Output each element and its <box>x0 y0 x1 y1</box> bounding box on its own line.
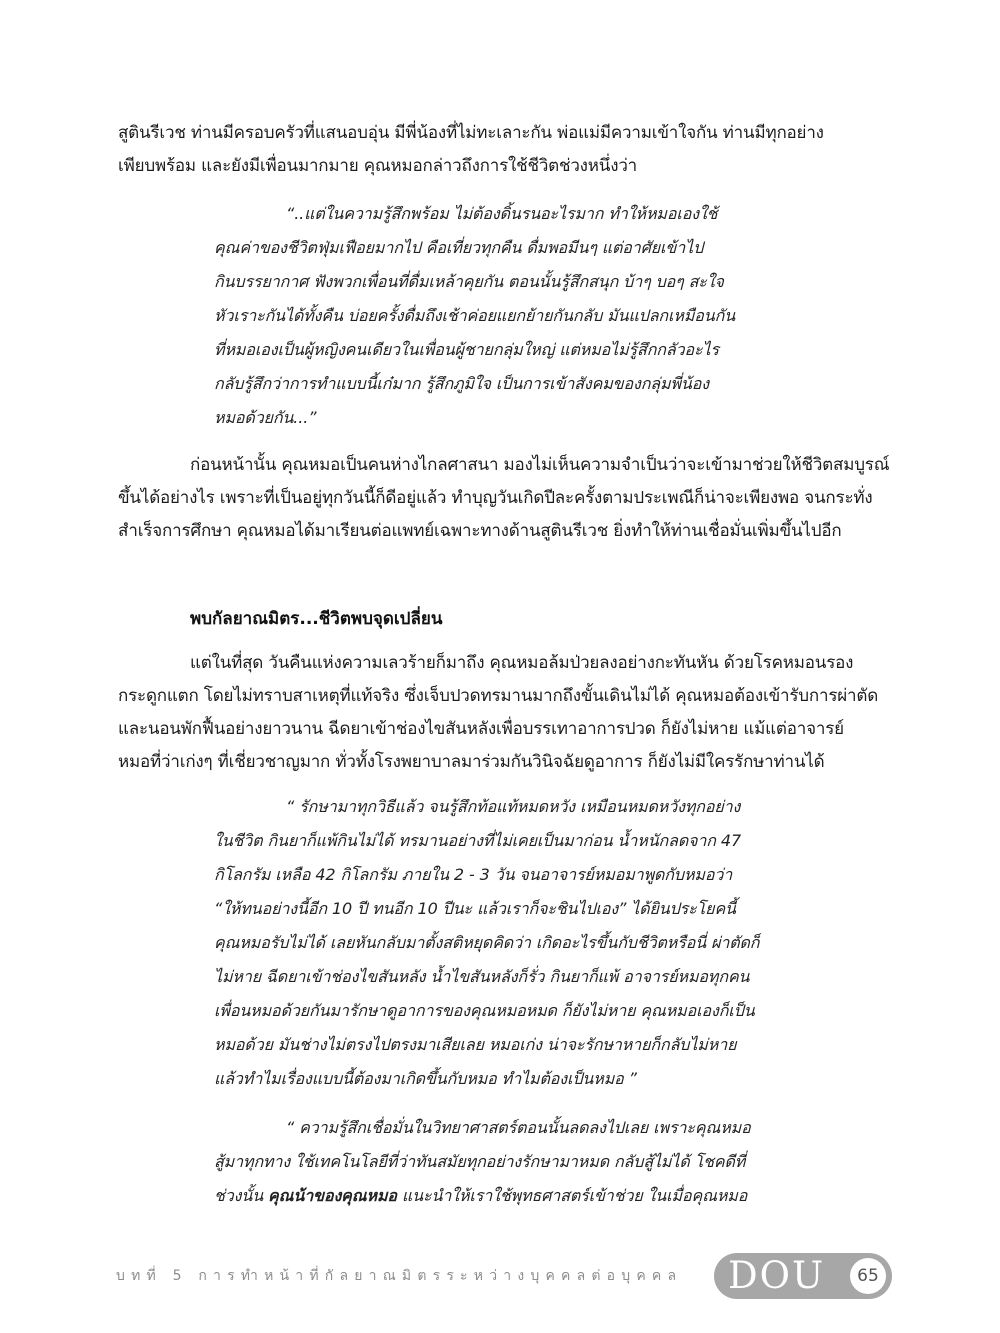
quote-line: คุณค่าของชีวิตฟุ่มเฟือยมากไป คือเที่ยวทุกคืน ดื่มพอมีนๆ แต่อาศัยเข้าไป <box>214 238 704 257</box>
chapter-title: บทที่ 5 การทำหน้าที่กัลยาณมิตรระหว่างบุคคลต่อบุคคล <box>116 1268 683 1284</box>
page-number: 65 <box>850 1258 886 1294</box>
paragraph-line: เพียบพร้อม และยังมีเพื่อนมากมาย คุณหมอกล่าวถึงการใช้ชีวิตช่วงหนึ่งว่า <box>118 156 638 176</box>
page-badge <box>714 1253 892 1299</box>
paragraph-line: กระดูกแตก โดยไม่ทราบสาเหตุที่แท้จริง ซึ่งเจ็บปวดทรมานมากถึงขั้นเดินไม่ได้ คุณหมอต้องเข้ารับการผ่าตัด <box>118 686 879 706</box>
intro-paragraph <box>118 117 896 183</box>
quote-line: กิโลกรัม เหลือ 42 กิโลกรัม ภายใน 2 - 3 วัน จนอาจารย์หมอมาพูดกับหมอว่า <box>214 865 733 884</box>
page-footer <box>116 1253 896 1299</box>
dou-logo: DOU <box>728 1254 826 1297</box>
emphasized-name: คุณน้าของคุณหมอ <box>268 1186 397 1205</box>
body-paragraph-3 <box>118 647 896 779</box>
paragraph-line: ก่อนหน้านั้น คุณหมอเป็นคนห่างไกลศาสนา มองไม่เห็นความจำเป็นว่าจะเข้ามาช่วยให้ชีวิตสมบูรณ์ <box>190 455 890 475</box>
paragraph-line: แต่ในที่สุด วันคืนแห่งความเลวร้ายก็มาถึง คุณหมอล้มป่วยลงอย่างกะทันหัน ด้วยโรคหมอนรอง <box>190 653 854 673</box>
quote-text: ช่วงนั้น <box>214 1186 269 1205</box>
quote-block-2 <box>214 790 804 1096</box>
quote-line: “ ความรู้สึกเชื่อมั่นในวิทยาศาสตร์ตอนนั้นลดลงไปเลย เพราะคุณหมอ <box>286 1118 751 1137</box>
quote-line: คุณหมอรับไม่ได้ เลยหันกลับมาตั้งสติหยุดคิดว่า เกิดอะไรขึ้นกับชีวิตหรือนี่ ผ่าตัดก็ <box>214 933 760 952</box>
paragraph-line: สูตินรีเวช ท่านมีครอบครัวที่แสนอบอุ่น มีพี่น้องที่ไม่ทะเลาะกัน พ่อแม่มีความเข้าใจกัน ท่านมีทุกอย่าง <box>118 123 824 143</box>
quote-block-1 <box>214 197 804 435</box>
quote-line: “ให้ทนอย่างนี้อีก 10 ปี ทนอีก 10 ปีนะ แล้วเราก็จะชินไปเอง” ได้ยินประโยคนี้ <box>214 899 736 918</box>
quote-line: กลับรู้สึกว่าการทำแบบนี้เก๋มาก รู้สึกภูมิใจ เป็นการเข้าสังคมของกลุ่มพี่น้อง <box>214 374 709 393</box>
quote-line: หัวเราะกันได้ทั้งคืน บ่อยครั้งดื่มถึงเช้าค่อยแยกย้ายกันกลับ มันแปลกเหมือนกัน <box>214 306 736 325</box>
paragraph-line: หมอที่ว่าเก่งๆ ที่เชี่ยวชาญมาก ทั่วทั้งโรงพยาบาลมาร่วมกันวินิจฉัยดูอาการ ก็ยังไม่มีใครรักษาท่านได้ <box>118 752 825 772</box>
quote-line: แล้วทำไมเรื่องแบบนี้ต้องมาเกิดขึ้นกับหมอ ทำไมต้องเป็นหมอ ” <box>214 1069 637 1088</box>
quote-line: ในชีวิต กินยาก็แพ้กินไม่ได้ ทรมานอย่างที่ไม่เคยเป็นมาก่อน น้ำหนักลดจาก 47 <box>214 831 742 850</box>
paragraph-line: ขึ้นได้อย่างไร เพราะที่เป็นอยู่ทุกวันนี้ก็ดีอยู่แล้ว ทำบุญวันเกิดปีละครั้งตามประเพณีก็น่าจะเพียงพอ จนกระทั่ง <box>118 488 873 508</box>
body-paragraph-2 <box>118 449 896 548</box>
quote-line: กินบรรยากาศ ฟังพวกเพื่อนที่ดื่มเหล้าคุยกัน ตอนนั้นรู้สึกสนุก บ้าๆ บอๆ สะใจ <box>214 272 724 291</box>
quote-line: “..แต่ในความรู้สึกพร้อม ไม่ต้องดิ้นรนอะไรมาก ทำให้หมอเองใช้ <box>286 204 718 223</box>
section-heading: พบกัลยาณมิตร...ชีวิตพบจุดเปลี่ยน <box>190 609 443 629</box>
quote-line: หมอด้วยกัน...” <box>214 408 317 427</box>
paragraph-line: สำเร็จการศึกษา คุณหมอได้มาเรียนต่อแพทย์เฉพาะทางด้านสูตินรีเวช ยิ่งทำให้ท่านเชื่อมั่นเพิ่มขึ้นไปอีก <box>118 521 842 541</box>
quote-line: ไม่หาย ฉีดยาเข้าช่องไขสันหลัง น้ำไขสันหลังก็รั่ว กินยาก็แพ้ อาจารย์หมอทุกคน <box>214 967 750 986</box>
quote-line: หมอด้วย มันช่างไม่ตรงไปตรงมาเสียเลย หมอเก่ง น่าจะรักษาหายก็กลับไม่หาย <box>214 1035 737 1054</box>
quote-line: ที่หมอเองเป็นผู้หญิงคนเดียวในเพื่อนผู้ชายกลุ่มใหญ่ แต่หมอไม่รู้สึกกลัวอะไร <box>214 340 719 359</box>
quote-line: “ รักษามาทุกวิธีแล้ว จนรู้สึกท้อแท้หมดหวัง เหมือนหมดหวังทุกอย่าง <box>286 797 741 816</box>
quote-line: เพื่อนหมอด้วยกันมารักษาดูอาการของคุณหมอหมด ก็ยังไม่หาย คุณหมอเองก็เป็น <box>214 1001 755 1020</box>
quote-text: แนะนำให้เราใช้พุทธศาสตร์เข้าช่วย ในเมื่อคุณหมอ <box>396 1186 748 1205</box>
quote-line: สู้มาทุกทาง ใช้เทคโนโลยีที่ว่าทันสมัยทุกอย่างรักษามาหมด กลับสู้ไม่ได้ โชคดีที่ <box>214 1152 746 1171</box>
quote-line <box>214 1179 804 1213</box>
quote-block-3 <box>214 1111 804 1213</box>
paragraph-line: และนอนพักฟื้นอย่างยาวนาน ฉีดยาเข้าช่องไขสันหลังเพื่อบรรเทาอาการปวด ก็ยังไม่หาย แม้แต่อาจารย์ <box>118 719 844 739</box>
